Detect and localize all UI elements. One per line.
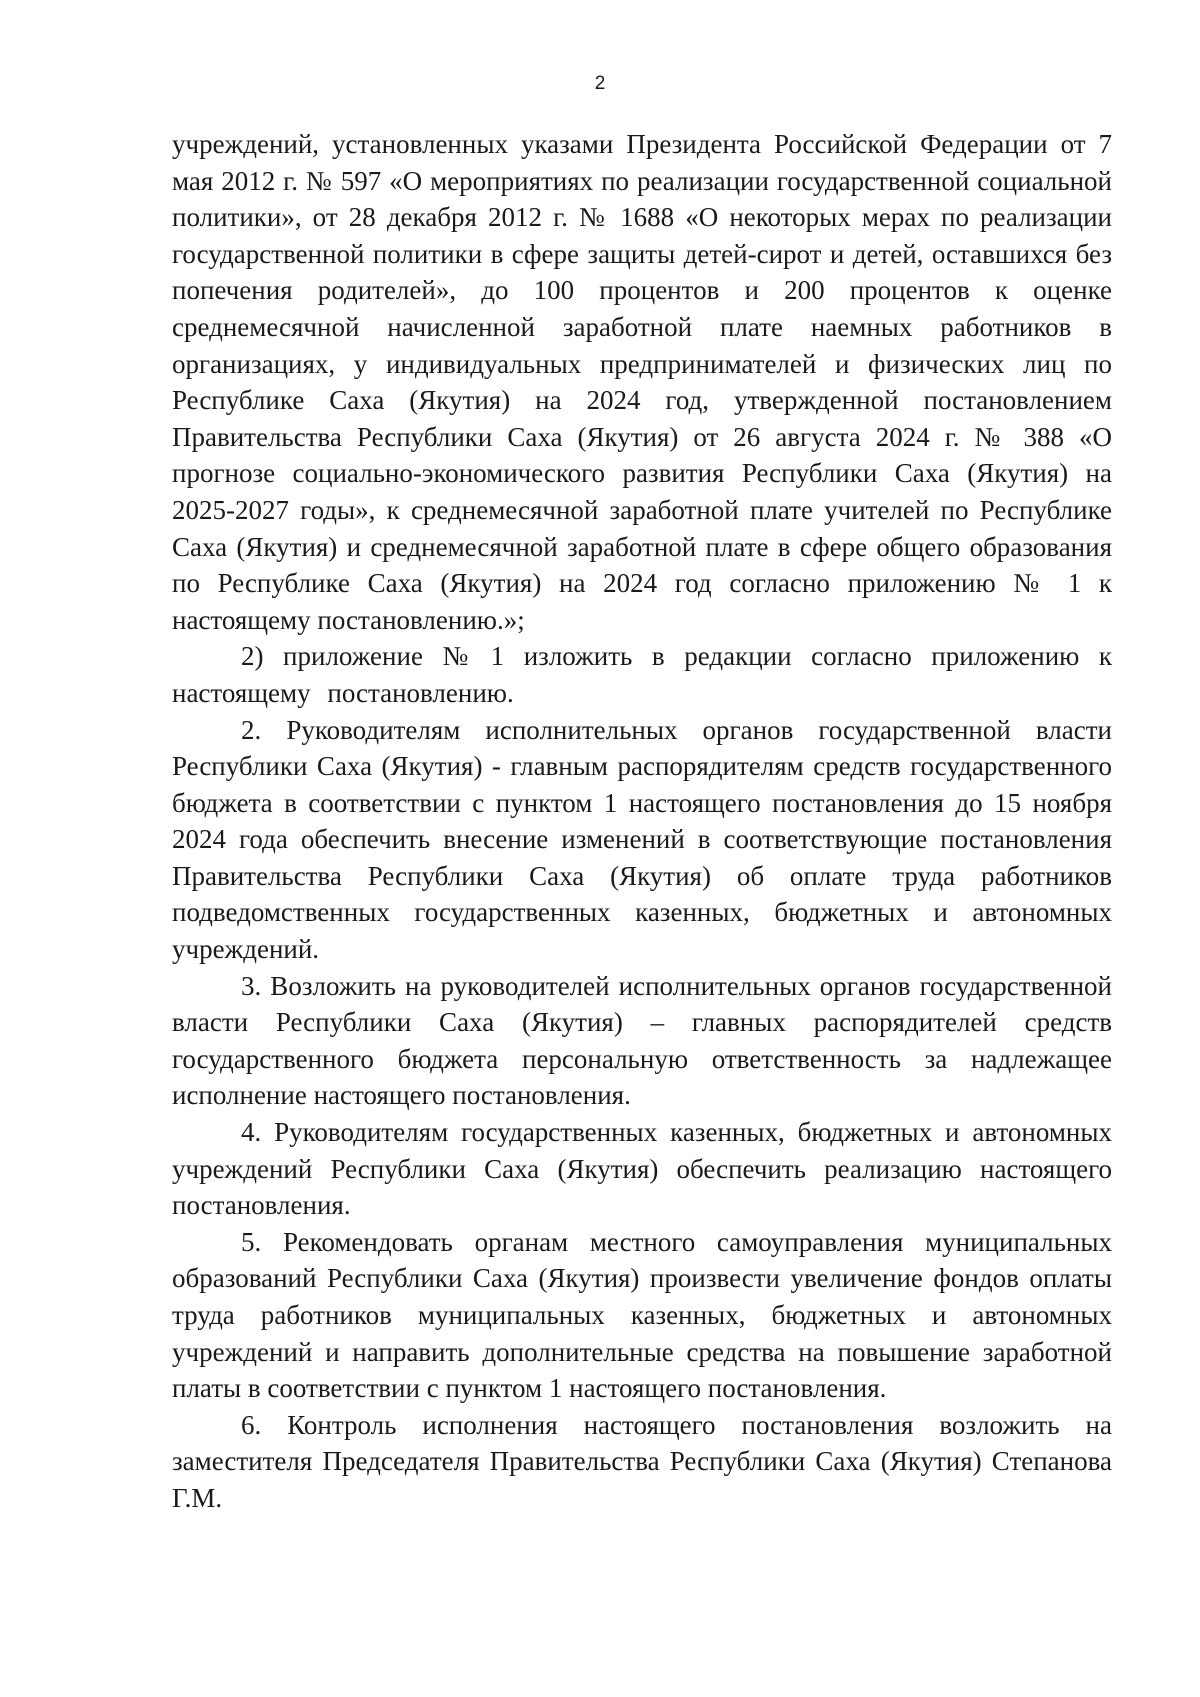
- paragraph-item-4: 4. Руководителям государственных казенных, бюджетных и автономных учреждений Республики Саха (Якутия) обеспечить реализацию настоящего постановления.: [172, 1117, 1112, 1221]
- document-body: [172, 126, 1112, 1517]
- paragraph-item-6: 6. Контроль исполнения настоящего постановления возложить на заместителя Председателя Правительства Республики Саха (Якутия) Степанова Г.М.: [172, 1409, 1112, 1513]
- page-number: 2: [594, 73, 606, 94]
- paragraph-item-5: 5. Рекомендовать органам местного самоуправления муниципальных образований Республики Саха (Якутия) произвести увеличение фондов оплаты труда работников муниципальных казенных, бюджетных и автономных учреждений и направить дополнительные средства на повышение заработной платы в соответствии с пунктом 1 настоящего постановления.: [172, 1226, 1112, 1404]
- paragraph-continuation: учреждений, установленных указами Президента Российской Федерации от 7 мая 2012 г. № 597 «О мероприятиях по реализации государственной социальной политики», от 28 декабря 2012 г. № 1688 «О некоторых мерах по реализации государственной политики в сфере защиты детей-сирот и детей, оставшихся без попечения родителей», до 100 процентов и 200 процентов к оценке среднемесячной начисленной заработной плате наемных работников в организациях, у индивидуальных предпринимателей и физических лиц по Республике Саха (Якутия) на 2024 год, утвержденной постановлением Правительства Республики Саха (Якутия) от 26 августа 2024 г. № 388 «О прогнозе социально-экономического развития Республики Саха (Якутия) на 2025-2027 годы», к среднемесячной заработной плате учителей по Республике Саха (Якутия) и среднемесячной заработной плате в сфере общего образования по Республике Саха (Якутия) на 2024 год согласно приложению № 1 к настоящему постановлению.»;: [172, 129, 1112, 635]
- paragraph-item-3: 3. Возложить на руководителей исполнительных органов государственной власти Республики Саха (Якутия) – главных распорядителей средств государственного бюджета персональную ответственность за надлежащее исполнение настоящего постановления.: [172, 970, 1112, 1111]
- paragraph-subitem-2: 2) приложение № 1 изложить в редакции согласно приложению к настоящему постановлению.: [172, 641, 1112, 708]
- paragraph-item-2: 2. Руководителям исполнительных органов государственной власти Республики Саха (Якутия) - главным распорядителям средств государственного бюджета в соответствии с пунктом 1 настоящего постановления до 15 ноября 2024 года обеспечить внесение изменений в соответствующие постановления Правительства Республики Саха (Якутия) об оплате труда работников подведомственных государственных казенных, бюджетных и автономных учреждений.: [172, 714, 1112, 965]
